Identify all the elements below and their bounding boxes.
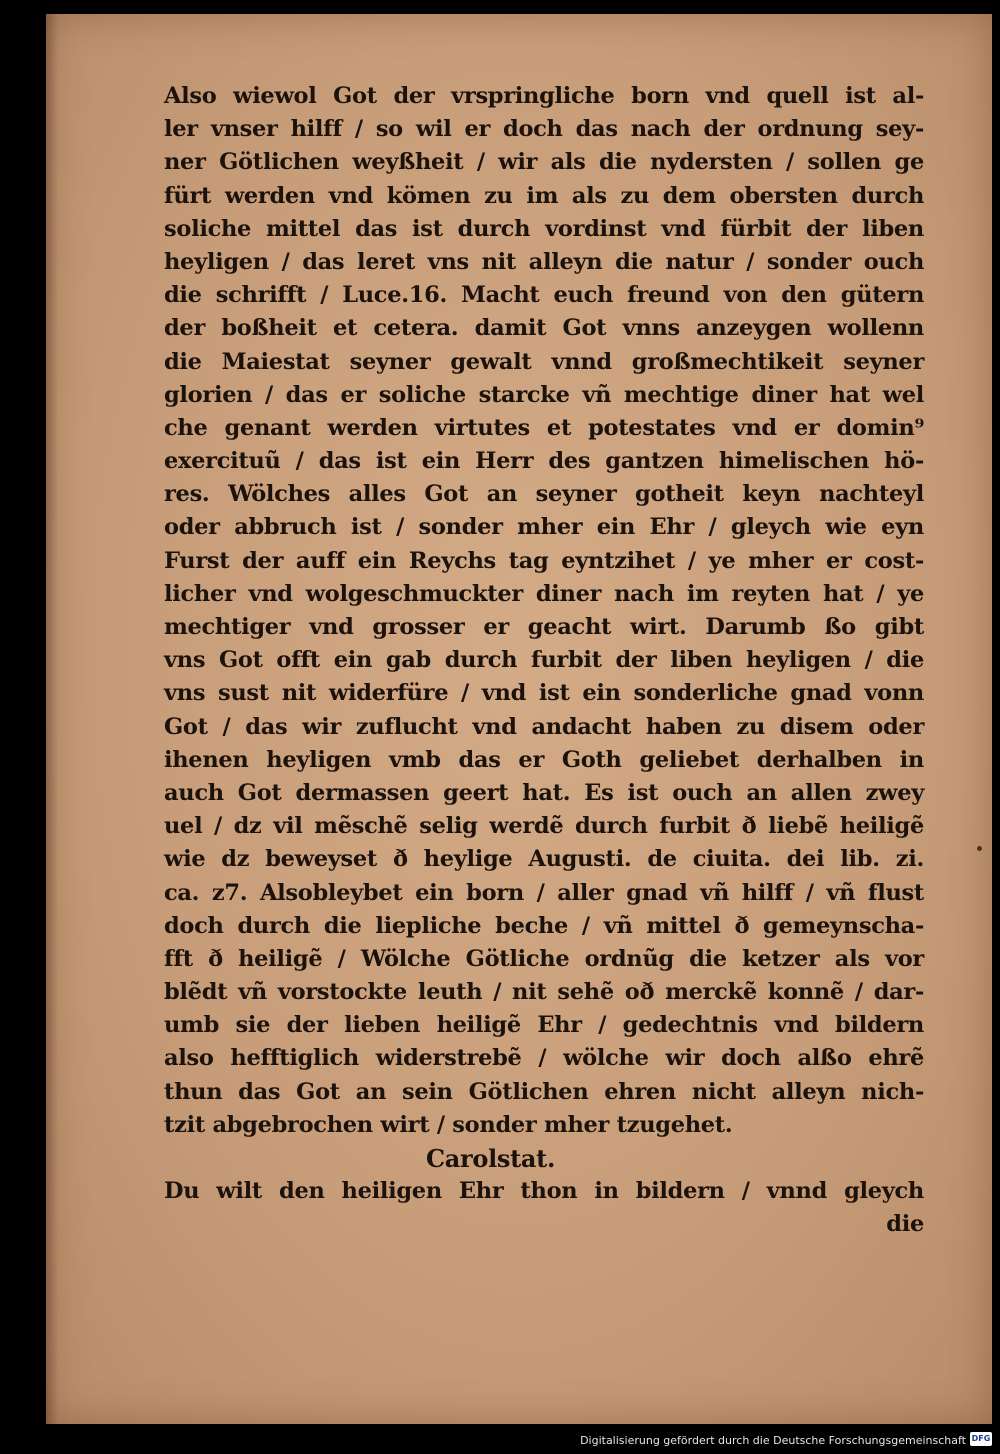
text-line: ner Götlichen weyßheit / wir als die nydersten / sollen ge xyxy=(164,149,924,176)
text-line: doch durch die liepliche beche / vñ mittel ð gemeynscha- xyxy=(164,912,924,939)
book-page xyxy=(46,14,992,1424)
text-line: blẽdt vñ vorstockte leuth / nit sehẽ oð merckẽ konnẽ / dar- xyxy=(164,979,924,1006)
text-line: Got / das wir zuflucht vnd andacht haben zu disem oder xyxy=(164,713,924,740)
text-line: licher vnd wolgeschmuckter diner nach im reyten hat / ye xyxy=(164,580,924,607)
text-line: fürt werden vnd kömen zu im als zu dem obersten durch xyxy=(164,182,924,209)
text-line: vns Got offt ein gab durch furbit der liben heyligen / die xyxy=(164,647,924,674)
text-line: Furst der auff ein Reychs tag eyntzihet / ye mher er cost- xyxy=(164,547,924,574)
footer-bar xyxy=(0,1424,1000,1454)
speaker-heading: Carolstat. xyxy=(426,1144,556,1173)
text-line: glorien / das er soliche starcke vñ mechtige diner hat wel xyxy=(164,381,924,408)
margin-mark xyxy=(977,846,982,851)
text-line: umb sie der lieben heiligẽ Ehr / gedechtnis vnd bildern xyxy=(164,1012,924,1039)
page-spine-shadow xyxy=(46,14,58,1424)
text-line: soliche mittel das ist durch vordinst vnd fürbit der liben xyxy=(164,215,924,242)
text-line: oder abbruch ist / sonder mher ein Ehr / gleych wie eyn xyxy=(164,514,924,541)
page-text xyxy=(164,80,924,1242)
text-line: res. Wölches alles Got an seyner gotheit keyn nachteyl xyxy=(164,481,924,508)
text-line: Also wiewol Got der vrspringliche born vnd quell ist al- xyxy=(164,83,924,109)
text-line: thun das Got an sein Götlichen ehren nicht alleyn nich- xyxy=(164,1078,924,1105)
text-line: tzit abgebrochen wirt / sonder mher tzugehet. xyxy=(164,1111,733,1138)
text-line: mechtiger vnd grosser er geacht wirt. Darumb ßo gibt xyxy=(164,614,924,640)
text-line: fft ð heiligẽ / Wölche Götliche ordnũg die ketzer als vor xyxy=(164,945,924,972)
text-line: ler vnser hilff / so wil er doch das nach der ordnung sey- xyxy=(164,116,924,143)
dfg-logo-icon: DFG xyxy=(970,1432,992,1446)
text-line: also hefftiglich widerstrebẽ / wölche wir doch alßo ehrẽ xyxy=(164,1045,924,1072)
text-line: vns sust nit widerfüre / vnd ist ein sonderliche gnad vonn xyxy=(164,680,924,707)
text-line: ihenen heyligen vmb das er Goth geliebet derhalben in xyxy=(164,746,924,773)
catchword: die xyxy=(886,1211,924,1238)
funding-credit: Digitalisierung gefördert durch die Deutsche Forschungsgemeinschaft xyxy=(580,1434,966,1447)
text-line: die schrifft / Luce.16. Macht euch freund von den gütern xyxy=(164,282,924,309)
text-line: heyligen / das leret vns nit alleyn die natur / sonder ouch xyxy=(164,248,924,275)
text-line: uel / dz vil mẽschẽ selig werdẽ durch furbit ð liebẽ heiligẽ xyxy=(164,813,924,840)
text-line: ca. z7. Alsobleybet ein born / aller gnad vñ hilff / vñ flust xyxy=(164,879,924,906)
text-line: che genant werden virtutes et potestates vnd er domin⁹ xyxy=(164,414,924,441)
text-line: Du wilt den heiligen Ehr thon in bildern / vnnd gleych xyxy=(164,1178,924,1205)
text-line: wie dz beweyset ð heylige Augusti. de ciuita. dei lib. zi. xyxy=(164,846,924,873)
text-line: die Maiestat seyner gewalt vnnd großmechtikeit seyner xyxy=(164,348,924,375)
text-line: der boßheit et cetera. damit Got vnns anzeygen wollenn xyxy=(164,315,924,342)
text-line: exercituũ / das ist ein Herr des gantzen himelischen hö- xyxy=(164,448,924,475)
text-line: auch Got dermassen geert hat. Es ist ouch an allen zwey xyxy=(164,779,924,806)
